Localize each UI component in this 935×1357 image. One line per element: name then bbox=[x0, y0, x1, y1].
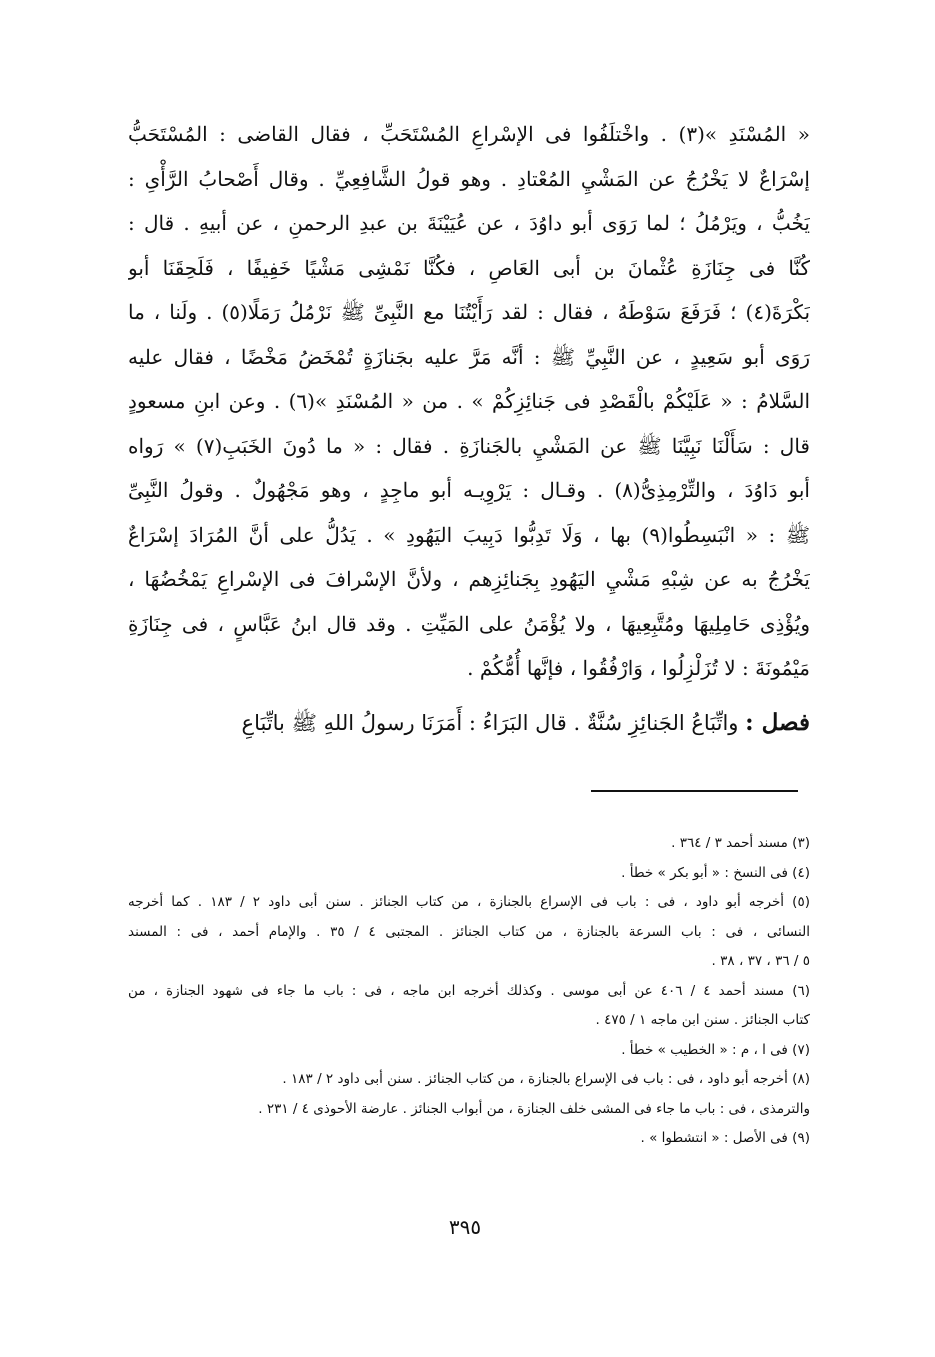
text-line: ﷺ : « انْبَسِطُوا(٩) بها ، وَلَا تَدِبُّوا دَبِيبَ اليَهُودِ » . يَدُلُّ على أنَّ المُرَادَ إسْرَاعٌ bbox=[128, 522, 810, 547]
page-number: ٣٩٥ bbox=[448, 1215, 482, 1239]
footnotes bbox=[128, 829, 810, 1154]
text-line: ويُؤْذِى حَامِلِيهَا ومُتَّبِعِيهَا ، ولا يُؤْمَنُ على المَيِّتِ . وقد قال ابنُ عَبَّاسٍ ، فى جِنَازَةِ bbox=[128, 611, 810, 636]
text-line: كُنَّا فى جِنَازَةِ عُثْمانَ بن أبى العَاصِ ، فكُنَّا نَمْشِى مَشْيًا خَفِيفًا ، فَلَحِقَنَا أبو bbox=[128, 255, 810, 280]
text-line-last: مَيْمُونَةَ : لا تُزَلْزِلُوا ، وَارْفُقُوا ، فإنَّها أُمُّكُمْ . bbox=[467, 656, 810, 680]
section-paragraph bbox=[128, 700, 810, 746]
footnote-line: (٨) أخرجه أبو داود ، فى : باب فى الإسراع بالجنازة ، من كتاب الجنائز . سنن أبى داود ٢ / ١٨٣ . bbox=[282, 1071, 810, 1087]
footnote-line: (٣) مسند أحمد ٣ / ٣٦٤ . bbox=[671, 835, 810, 851]
text-line: يَخُبُّ ، ويَرْمُلُ ؛ لما رَوَى أبو داوُدَ ، عن عُيَيْنَةَ بن عبدِ الرحمنِ ، عن أبيهِ . قال : bbox=[128, 211, 810, 235]
footnote-line: والترمذى ، فى : باب ما جاء فى المشى خلف الجنازة ، من أبواب الجنائز . عارضة الأحوذى ٤ / ٢٣١ . bbox=[258, 1100, 810, 1117]
footnote-line: (٤) فى النسخ : « أبو بكر » خطأ . bbox=[621, 864, 810, 881]
footnote-line: (٦) مسند أحمد ٤ / ٤٠٦ عن أبى موسى . وكذلك أخرجه ابن ماجه ، فى : باب ما جاء فى شهود الجنازة ، من bbox=[128, 982, 810, 999]
text-line: السَّلامُ : « عَلَيْكُمْ بالْقَصْدِ فى جَنائِزِكُمْ » . من « المُسْنَدِ »(٦) . وعن ابنِ مسعودٍ bbox=[128, 389, 810, 413]
section-heading: فصل : bbox=[745, 709, 810, 736]
text-line: « المُسْنَدِ »(٣) . واخْتلَفُوا فى الإسْراعِ المُسْتَحَبِّ ، فقال القاضى : المُسْتَحَبُّ bbox=[128, 122, 810, 146]
footnote-separator bbox=[591, 790, 798, 792]
section-text: واتِّبَاعُ الجَنائِزِ سُنَّةٌ . قال البَرَاءُ : أَمَرَنَا رسولُ اللهِ ﷺ باتِّبَاعِ bbox=[241, 711, 739, 735]
text-line: بَكْرَةَ(٤) ؛ فَرَفَعَ سَوْطَهُ ، فقال : لقد رَأَيْتُنَا مع النَّبِىِّ ﷺ نَرْمُلُ رَمَلًا(٥) . ولَنا ، ما bbox=[128, 300, 810, 324]
text-line: قال : سَأَلْنَا نَبِيَّنَا ﷺ عن المَشْيِ بالجَنازَةِ . فقال : « ما دُونَ الخَبَبِ(٧) » رَواه bbox=[128, 433, 810, 458]
main-text bbox=[128, 112, 810, 691]
text-line: إسْرَاعٌ لا يَخْرُجُ عن المَشْيِ المُعْتادِ . وهو قولُ الشَّافِعِيِّ . وقال أَصْحابُ الرَّأْىِ : bbox=[128, 166, 810, 191]
footnote-line: ٥ / ٣٦ ، ٣٧ ، ٣٨ . bbox=[711, 953, 810, 969]
footnote-line: النسائى ، فى : باب السرعة بالجنازة ، من كتاب الجنائز . المجتبى ٤ / ٣٥ . والإمام أحمد ، فى : المسند bbox=[128, 923, 810, 940]
footnote-line: (٧) فى ا ، م : « الخطيب » خطأ . bbox=[621, 1041, 810, 1058]
footnote-line: (٥) أخرجه أبو داود ، فى : باب فى الإسراع بالجنازة ، من كتاب الجنائز . سنن أبى داود ٢ / ١٨٣ . كما أخرجه bbox=[128, 894, 810, 910]
text-line: رَوَى أبو سَعِيدٍ ، عن النَّبِيِّ ﷺ : أنَّه مَرَّ عليه بجَنازَةٍ تُمْخَضُ مَخْضًا ، فقال عليه bbox=[128, 344, 810, 369]
footnote-line: (٩) فى الأصل : « انتشطوا » . bbox=[640, 1130, 810, 1146]
text-line: يَخْرُجُ به عن شِبْهِ مَشْيِ اليَهُودِ بِجَنائِزِهم ، ولأنَّ الإسْرافَ فى الإسْراعِ يَمْخُضُهَا ، bbox=[128, 567, 810, 591]
text-line: أبو دَاوُدَ ، والتِّرْمِذِىُّ(٨) . وقـال : يَرْوِيـه أبو ماجِدٍ ، وهو مَجْهُولٌ . وقولُ النَّبِىِّ bbox=[128, 478, 810, 502]
footnote-line: كتاب الجنائز . سنن ابن ماجه ١ / ٤٧٥ . bbox=[595, 1012, 810, 1028]
